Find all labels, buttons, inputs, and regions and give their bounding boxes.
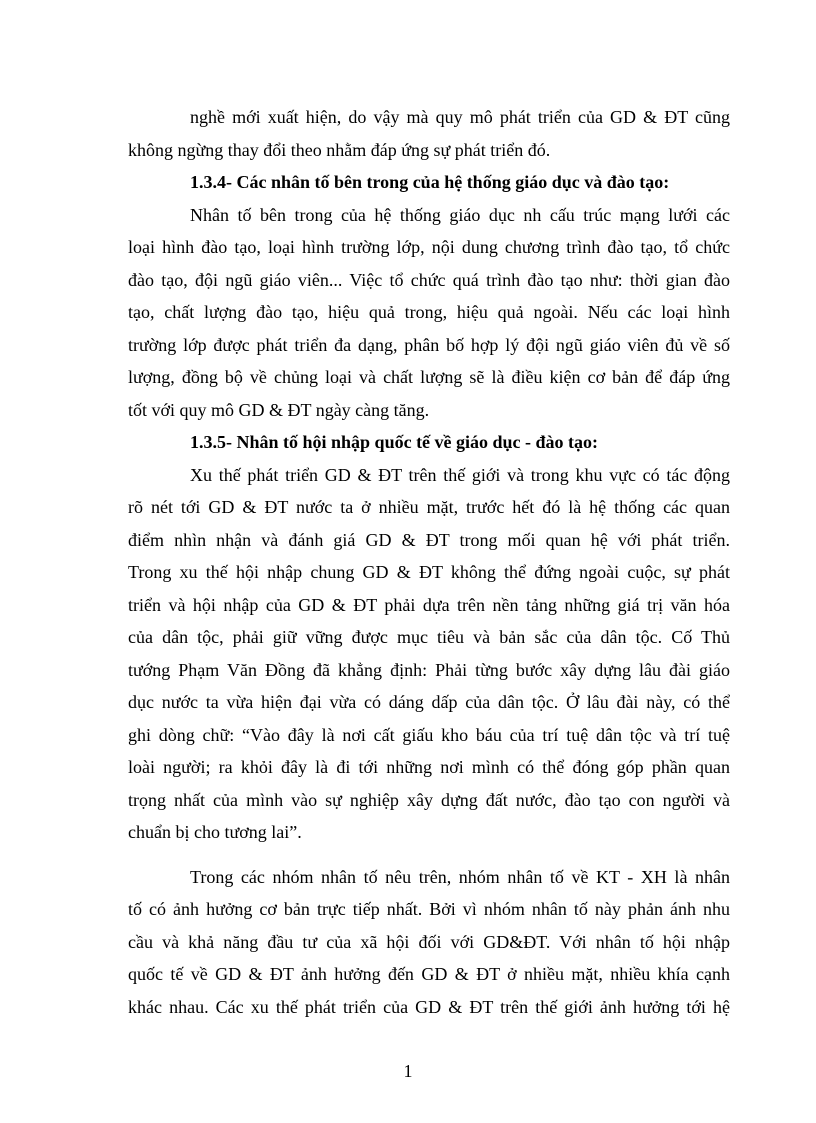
paragraph-spacer — [128, 849, 730, 861]
paragraph-line: trường lớp được phát triển đa dạng, phân bố hợp lý đội ngũ giáo viên đủ về số — [128, 334, 730, 355]
paragraph-line: ghi dòng chữ: “Vào đây là nơi cất giấu kho báu của trí tuệ dân tộc và trí tuệ — [128, 724, 730, 745]
paragraph-line: dục nước ta vừa hiện đại vừa có dáng dấp của dân tộc. Ở lâu đài này, có thể — [128, 692, 730, 712]
paragraph-line: tốt với quy mô GD & ĐT ngày càng tăng. — [128, 399, 430, 420]
paragraph-line: nghề mới xuất hiện, do vậy mà quy mô phát triển của GD & ĐT cũng — [190, 107, 730, 127]
paragraph-line: triển và hội nhập của GD & ĐT phải dựa trên nền tảng những giá trị văn hóa — [128, 594, 730, 615]
paragraph-line: tướng Phạm Văn Đồng đã khẳng định: Phải từng bước xây dựng lâu đài giáo — [128, 659, 730, 680]
paragraph-line: trọng nhất của mình vào sự nghiệp xây dựng đất nước, đào tạo con người và — [128, 789, 730, 810]
paragraph-line: chuẩn bị cho tương lai”. — [128, 822, 302, 842]
paragraph-line: quốc tế về GD & ĐT ảnh hưởng đến GD & ĐT ở nhiều mặt, nhiều khía cạnh — [128, 964, 730, 984]
section-heading-1-3-4: 1.3.4- Các nhân tố bên trong của hệ thống giáo dục và đào tạo: — [190, 172, 670, 192]
paragraph-line: tạo, chất lượng đào tạo, hiệu quả trong, hiệu quả ngoài. Nếu các loại hình — [128, 302, 730, 322]
paragraph-line: khác nhau. Các xu thế phát triển của GD & ĐT trên thế giới ảnh hưởng tới hệ — [128, 996, 730, 1017]
paragraph-line: lượng, đồng bộ về chủng loại và chất lượng sẽ là điều kiện cơ bản để đáp ứng — [128, 367, 730, 387]
paragraph-line: không ngừng thay đổi theo nhằm đáp ứng sự phát triển đó. — [128, 139, 551, 160]
paragraph-line: đào tạo, đội ngũ giáo viên... Việc tổ chức quá trình đào tạo như: thời gian đào — [128, 269, 730, 290]
section-heading-1-3-5: 1.3.5- Nhân tố hội nhập quốc tế về giáo dục - đào tạo: — [190, 432, 599, 452]
paragraph-line: tố có ảnh hưởng cơ bản trực tiếp nhất. Bởi vì nhóm nhân tố này phản ánh nhu — [128, 899, 730, 919]
paragraph-line: điểm nhìn nhận và đánh giá GD & ĐT trong mối quan hệ với phát triển. — [128, 529, 730, 550]
paragraph-line: Trong các nhóm nhân tố nêu trên, nhóm nhân tố về KT - XH là nhân — [190, 866, 730, 887]
paragraph-line: Nhân tố bên trong của hệ thống giáo dục nh cấu trúc mạng lưới các — [190, 204, 730, 225]
paragraph-line: Xu thế phát triển GD & ĐT trên thế giới và trong khu vực có tác động — [190, 464, 730, 485]
paragraph-line: loài người; ra khỏi đây là đi tới những nơi mình có thể đóng góp phần quan — [128, 757, 730, 777]
page-number: 1 — [403, 1061, 413, 1081]
paragraph-line: rõ nét tới GD & ĐT nước ta ở nhiều mặt, trước hết đó là hệ thống các quan — [128, 497, 730, 517]
paragraph-line: Trong xu thế hội nhập chung GD & ĐT không thể đứng ngoài cuộc, sự phát — [128, 562, 730, 582]
paragraph-line: loại hình đào tạo, loại hình trường lớp, nội dung chương trình đào tạo, tổ chức — [128, 237, 730, 257]
paragraph-line: cầu và khả năng đầu tư của xã hội đối với GD&ĐT. Với nhân tố hội nhập — [128, 931, 730, 952]
document-body — [128, 101, 730, 1023]
paragraph-line: của dân tộc, phải giữ vững được mục tiêu và bản sắc của dân tộc. Cố Thủ — [128, 627, 730, 647]
